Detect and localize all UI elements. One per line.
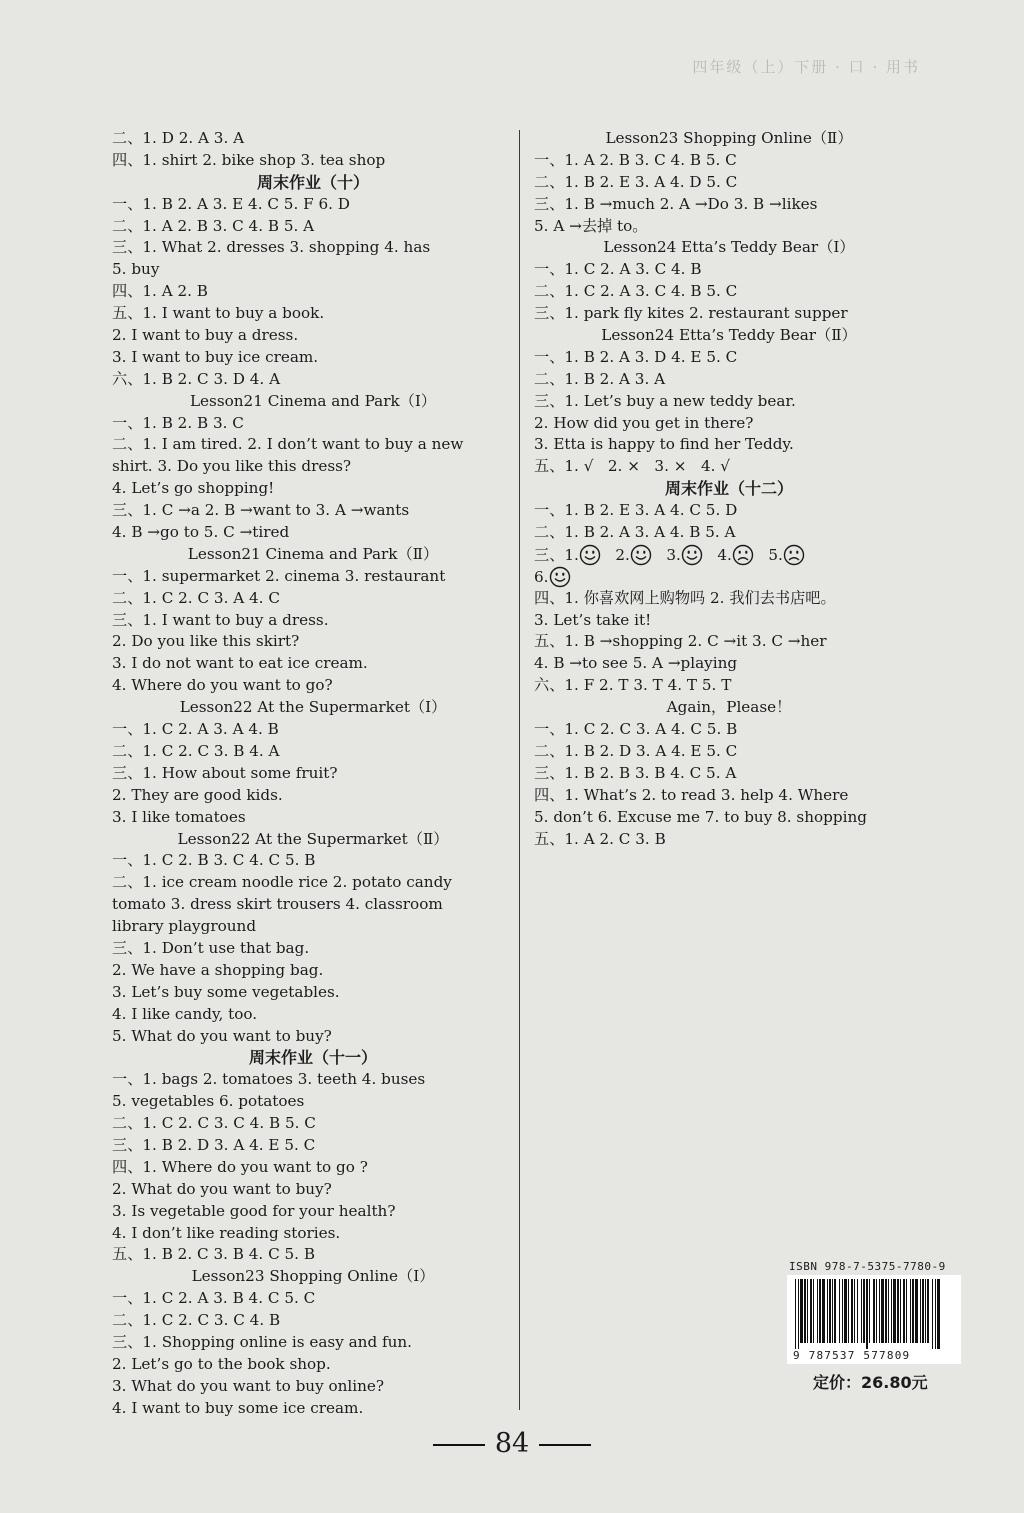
cross-mark-icon: ×: [627, 457, 640, 476]
barcode-bar: [903, 1279, 905, 1343]
left-answer-column: [112, 128, 514, 1420]
happy-face-icon: [681, 546, 703, 564]
check-mark-icon: √: [720, 457, 730, 476]
barcode-bar: [861, 1279, 862, 1343]
barcode-bar: [829, 1279, 831, 1343]
answer-line: 一、1. C 2. B 3. C 4. C 5. B: [112, 851, 316, 870]
answer-line: 2. How did you get in there?: [534, 413, 754, 432]
barcode-bar: [813, 1279, 814, 1343]
barcode-bar: [925, 1279, 926, 1343]
barcode-bar: [881, 1279, 884, 1343]
sad-face-icon: [783, 546, 805, 564]
price-label: 定价：26.80元: [813, 1373, 928, 1392]
answer-line: 三、1. Let’s buy a new teddy bear.: [534, 391, 796, 410]
barcode-bar: [920, 1279, 921, 1343]
answer-line: 2. I want to buy a dress.: [112, 326, 299, 345]
answer-line: 五、1. B 2. C 3. B 4. C 5. B: [112, 1245, 315, 1264]
isbn-text: ISBN 978-7-5375-7780-9: [789, 1260, 946, 1273]
answer-line: 3. What do you want to buy online?: [112, 1376, 385, 1395]
page-number-value: 84: [494, 1428, 530, 1459]
answer-line: 五、1. A 2. C 3. B: [534, 829, 666, 848]
barcode-bar: [827, 1279, 828, 1343]
barcode-bar: [804, 1279, 806, 1343]
answer-line: 4. I don’t like reading stories.: [112, 1223, 341, 1242]
barcode-bar: [897, 1279, 899, 1343]
answer-line: 一、1. C 2. A 3. A 4. B: [112, 720, 279, 739]
answer-line: 二、1. B 2. D 3. A 4. E 5. C: [534, 741, 738, 760]
answer-line: 三、1. I want to buy a dress.: [112, 610, 329, 629]
answer-line: 2. Do you like this skirt?: [112, 632, 300, 651]
barcode-bar: [857, 1279, 858, 1343]
answer-line: 五、1. B →shopping 2. C →it 3. C →her: [534, 632, 827, 651]
answer-line: 四、1. shirt 2. bike shop 3. tea shop: [112, 150, 386, 169]
answer-line-faces: [534, 544, 924, 566]
answer-line: 二、1. B 2. A 3. A: [534, 369, 666, 388]
item-number: 6.: [534, 567, 549, 586]
barcode-bar: [800, 1279, 803, 1343]
answer-line: 四、1. A 2. B: [112, 282, 208, 301]
question-prefix: 三、: [534, 545, 565, 564]
answer-line: 5. What do you want to buy?: [112, 1026, 332, 1045]
answer-line: 3. Is vegetable good for your health?: [112, 1201, 396, 1220]
answer-line: 2. What do you want to buy?: [112, 1179, 332, 1198]
answer-line: 四、1. What’s 2. to read 3. help 4. Where: [534, 785, 849, 804]
answer-line: 三、1. B 2. D 3. A 4. E 5. C: [112, 1135, 316, 1154]
answer-line: 2. They are good kids.: [112, 785, 283, 804]
answer-line: 4. I like candy, too.: [112, 1004, 258, 1023]
barcode-bar: [873, 1279, 875, 1343]
section-heading: 周末作业（十一）: [248, 1048, 377, 1068]
barcode-bar: [854, 1279, 855, 1343]
barcode-bar: [817, 1279, 818, 1343]
check-mark-icon: √: [583, 457, 594, 476]
barcode-bar: [879, 1279, 880, 1343]
barcode-digits: 9 787537 577809: [787, 1349, 961, 1364]
answer-line: 一、1. B 2. A 3. D 4. E 5. C: [534, 347, 738, 366]
section-heading: Lesson21 Cinema and Park（Ⅱ）: [187, 544, 439, 563]
section-heading: Lesson21 Cinema and Park（Ⅰ）: [189, 391, 437, 410]
item-number: 3.: [654, 457, 669, 476]
barcode-bar: [922, 1279, 924, 1343]
answer-line: shirt. 3. Do you like this dress?: [112, 457, 352, 476]
barcode-bar: [863, 1279, 865, 1343]
page-number: [0, 1428, 1024, 1459]
page-number-dash-right: [539, 1444, 591, 1446]
barcode-bar: [848, 1279, 849, 1343]
column-divider: [519, 130, 520, 1410]
answer-line: 2. Let’s go to the book shop.: [112, 1354, 331, 1373]
answer-line: 三、1. Shopping online is easy and fun.: [112, 1332, 413, 1351]
barcode-bar: [927, 1279, 929, 1343]
barcode-bar: [912, 1279, 914, 1343]
item-number: 4.: [717, 545, 732, 564]
item-number: 4.: [700, 457, 716, 476]
answer-line: 一、1. supermarket 2. cinema 3. restaurant: [112, 566, 446, 585]
answer-line: 二、1. D 2. A 3. A: [112, 129, 245, 147]
section-heading: Lesson24 Etta’s Teddy Bear（Ⅰ）: [603, 238, 855, 257]
answer-line: 4. Let’s go shopping!: [112, 479, 275, 498]
item-number: 3.: [666, 545, 681, 564]
answer-line: 六、1. B 2. C 3. D 4. A: [112, 369, 281, 388]
barcode-bar: [891, 1279, 892, 1343]
answer-line: 四、1. 你喜欢网上购物吗 2. 我们去书店吧。: [534, 588, 836, 607]
answer-line: 一、1. C 2. C 3. A 4. C 5. B: [534, 720, 738, 739]
answer-line: 三、1. B 2. B 3. B 4. C 5. A: [534, 763, 737, 782]
barcode-bar: [839, 1279, 840, 1343]
barcode-bars: [793, 1279, 943, 1349]
answer-line: 一、1. B 2. E 3. A 4. C 5. D: [534, 501, 738, 520]
answer-line: 5. A →去掉 to。: [534, 216, 648, 235]
answer-line: 三、1. What 2. dresses 3. shopping 4. has: [112, 238, 431, 257]
answer-line: 二、1. B 2. A 3. A 4. B 5. A: [534, 523, 736, 542]
answer-line-faces: [534, 566, 924, 588]
section-heading: 周末作业（十二）: [664, 479, 793, 499]
answer-line: 2. We have a shopping bag.: [112, 960, 324, 979]
answer-line: 4. Where do you want to go?: [112, 676, 333, 695]
barcode-bar: [885, 1279, 887, 1343]
barcode-block: [787, 1260, 967, 1393]
answer-line: 4. I want to buy some ice cream.: [112, 1398, 364, 1417]
cross-mark-icon: ×: [673, 457, 687, 476]
barcode-bar: [876, 1279, 877, 1343]
answer-line: 4. B →go to 5. C →tired: [112, 523, 290, 542]
item-number: 1.: [564, 545, 579, 564]
answer-line-marks: [534, 456, 924, 478]
answer-line: 二、1. ice cream noodle rice 2. potato candy: [112, 873, 452, 892]
section-heading: Lesson22 At the Supermarket（Ⅰ）: [179, 698, 447, 717]
answer-line: 二、1. A 2. B 3. C 4. B 5. A: [112, 216, 315, 235]
answer-line: 二、1. I am tired. 2. I don’t want to buy a new: [112, 435, 464, 454]
answer-line: 三、1. C →a 2. B →want to 3. A →wants: [112, 501, 410, 520]
answer-line: 3. I want to buy ice cream.: [112, 347, 319, 366]
question-prefix: 五、: [534, 457, 565, 476]
answer-line: 四、1. Where do you want to go ?: [112, 1157, 368, 1176]
answer-line: 三、1. Don’t use that bag.: [112, 938, 310, 957]
barcode-bar: [851, 1279, 853, 1343]
barcode-bar: [900, 1279, 901, 1343]
item-number: 5.: [768, 545, 783, 564]
happy-face-icon: [549, 568, 571, 586]
barcode-bar: [832, 1279, 833, 1343]
barcode-bar: [906, 1279, 907, 1343]
item-number: 2.: [607, 457, 623, 476]
barcode-bar: [866, 1279, 868, 1349]
answer-line: 3. I do not want to eat ice cream.: [112, 654, 368, 673]
answer-line: 一、1. A 2. B 3. C 4. B 5. C: [534, 150, 737, 169]
barcode-bar: [869, 1279, 870, 1343]
happy-face-icon: [579, 546, 601, 564]
barcode-bar: [844, 1279, 847, 1343]
section-heading: Lesson23 Shopping Online（Ⅰ）: [191, 1267, 435, 1286]
answer-line: 3. Etta is happy to find her Teddy.: [534, 435, 794, 454]
answer-line: 二、1. C 2. A 3. C 4. B 5. C: [534, 282, 738, 301]
right-answer-column: [534, 128, 924, 850]
answer-line: 3. Let’s take it!: [534, 610, 652, 629]
page-number-dash-left: [433, 1444, 485, 1446]
barcode-bar: [807, 1279, 808, 1343]
answer-line: 二、1. C 2. C 3. B 4. A: [112, 741, 280, 760]
answer-line: 二、1. C 2. C 3. A 4. C: [112, 588, 280, 607]
barcode-bar: [915, 1279, 918, 1343]
answer-line: 三、1. park fly kites 2. restaurant supper: [534, 304, 848, 323]
answer-line: 一、1. C 2. A 3. B 4. C 5. C: [112, 1289, 316, 1308]
answer-line: 二、1. B 2. E 3. A 4. D 5. C: [534, 172, 738, 191]
answer-line: 二、1. C 2. C 3. C 4. B: [112, 1311, 281, 1330]
barcode-bar: [822, 1279, 825, 1343]
section-heading: 周末作业（十）: [256, 172, 369, 192]
barcode-bar: [842, 1279, 843, 1343]
answer-line: 六、1. F 2. T 3. T 4. T 5. T: [534, 676, 732, 695]
answer-line: library playground: [112, 917, 257, 936]
section-heading: Lesson23 Shopping Online（Ⅱ）: [605, 129, 853, 147]
barcode-bar: [798, 1279, 799, 1349]
faint-running-header: 四年级（上）下册 · 口 · 用书: [692, 58, 920, 76]
section-heading: Lesson22 At the Supermarket（Ⅱ）: [177, 829, 449, 848]
answer-line: 3. Let’s buy some vegetables.: [112, 982, 340, 1001]
answer-line: 一、1. bags 2. tomatoes 3. teeth 4. buses: [112, 1070, 426, 1089]
barcode-bar: [937, 1279, 940, 1349]
answer-line: 二、1. C 2. C 3. C 4. B 5. C: [112, 1114, 316, 1133]
answer-line: 5. vegetables 6. potatoes: [112, 1092, 305, 1111]
barcode-bar: [795, 1279, 796, 1349]
item-number: 1.: [564, 457, 579, 476]
answer-line: 一、1. B 2. B 3. C: [112, 413, 244, 432]
item-number: 2.: [615, 545, 630, 564]
barcode-bar: [810, 1279, 812, 1343]
barcode-bar: [935, 1279, 936, 1349]
section-heading: Lesson24 Etta’s Teddy Bear（Ⅱ）: [601, 326, 857, 345]
barcode: [787, 1275, 961, 1349]
barcode-bar: [910, 1279, 911, 1343]
section-heading: Again，Please！: [666, 698, 792, 717]
answer-line: 5. buy: [112, 260, 160, 279]
barcode-bar: [888, 1279, 889, 1343]
happy-face-icon: [630, 546, 652, 564]
sad-face-icon: [732, 546, 754, 564]
barcode-bar: [819, 1279, 821, 1343]
barcode-bar: [932, 1279, 933, 1349]
answer-line: 三、1. How about some fruit?: [112, 763, 338, 782]
barcode-bar: [834, 1279, 836, 1343]
answer-line: 5. don’t 6. Excuse me 7. to buy 8. shopping: [534, 807, 867, 826]
barcode-bar: [893, 1279, 896, 1343]
answer-line: 三、1. B →much 2. A →Do 3. B →likes: [534, 194, 818, 213]
answer-line: 一、1. C 2. A 3. C 4. B: [534, 260, 702, 279]
answer-line: 五、1. I want to buy a book.: [112, 304, 325, 323]
answer-line: 4. B →to see 5. A →playing: [534, 654, 738, 673]
answer-line: tomato 3. dress skirt trousers 4. classroom: [112, 895, 443, 914]
answer-line: 3. I like tomatoes: [112, 807, 246, 826]
answer-line: 一、1. B 2. A 3. E 4. C 5. F 6. D: [112, 194, 350, 213]
